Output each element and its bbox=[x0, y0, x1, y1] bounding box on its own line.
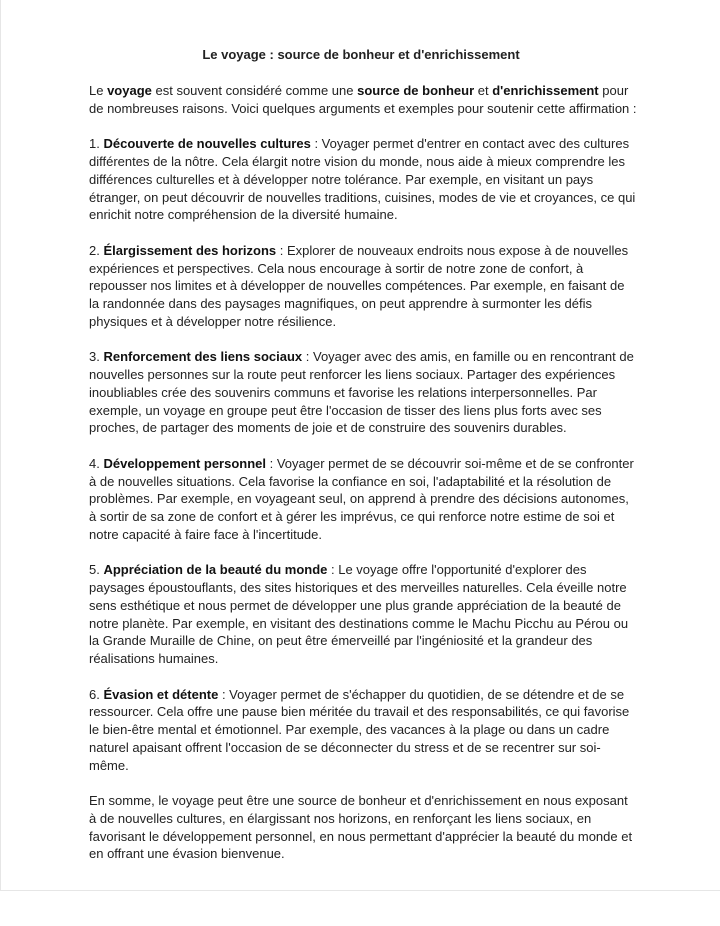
text: : Voyager permet de s'échapper du quotidien, de se détendre et de se ressourcer. Cela offre une pause bien méritée du travail et des responsabilités, ce qui favorise le bien-être mental et émotionnel. Par exemple, des vacances à la plage ou dans un cadre naturel apaisant offrent l'occasion de se déconnecter du stress et de se recentrer sur soi-même. bbox=[89, 686, 630, 773]
text: 6. bbox=[89, 686, 104, 702]
bold-text: source de bonheur bbox=[357, 83, 475, 98]
bold-text: d'enrichissement bbox=[492, 83, 599, 98]
text: 1. bbox=[89, 136, 104, 152]
text: : Voyager avec des amis, en famille ou en rencontrant de nouvelles personnes sur la route peut renforcer les liens sociaux. Partager des expériences inoubliables crée des souvenirs communs et favorise les relations interpersonnelles. Par exemple, un voyage en groupe peut être l'occasion de tisser des liens plus forts avec ses proches, de partager des moments de joie et de construire des souvenirs durables. bbox=[89, 349, 634, 436]
text: : Explorer de nouveaux endroits nous expose à de nouvelles expériences et perspectives. Cela nous encourage à sortir de notre zone de confort, à repousser nos limites et à développer de nouvelles compétences. Par exemple, en faisant de la randonnée dans des paysages magnifiques, on peut apprendre à surmonter les défis physiques et à développer notre résilience. bbox=[89, 242, 629, 329]
conclusion-paragraph bbox=[89, 792, 637, 863]
text: pour de nombreuses raisons. Voici quelques arguments et exemples pour soutenir cette affirmation : bbox=[89, 83, 637, 116]
text: En somme, le voyage peut être une source de bonheur et d'enrichissement en nous exposant à de nouvelles cultures, en élargissant nos horizons, en renforçant les liens sociaux, en favorisant le développement personnel, en nous permettant d'apprécier la beauté du monde et en offrant une évasion bienvenue. bbox=[89, 793, 633, 862]
intro-paragraph bbox=[89, 82, 637, 118]
bold-text: Évasion et détente bbox=[103, 686, 219, 702]
text: 5. bbox=[89, 562, 104, 578]
text: : Voyager permet de se découvrir soi-même et de se confronter à de nouvelles situations. Cela favorise la confiance en soi, l'adaptabilité et la résolution de problèmes. Par exemple, en voyageant seul, on apprend à prendre des décisions autonomes, à sortir de sa zone de confort et à gérer les imprévus, ce qui renforce notre estime de soi et notre capacité à faire face à l'incertitude. bbox=[89, 455, 634, 542]
text: 4. bbox=[89, 455, 104, 471]
bold-text: Renforcement des liens sociaux bbox=[103, 349, 303, 365]
document-body bbox=[89, 82, 637, 881]
section-5 bbox=[89, 561, 637, 668]
section-1 bbox=[89, 135, 637, 224]
text: : Voyager permet d'entrer en contact avec des cultures différentes de la nôtre. Cela élargit notre vision du monde, nous aide à mieux comprendre les différences culturelles et à développer notre tolérance. Par exemple, en visitant un pays étranger, on peut découvrir de nouvelles traditions, cuisines, modes de vie et croyances, ce qui enrichit notre compréhension de la diversité humaine. bbox=[89, 136, 636, 223]
bold-text: Découverte de nouvelles cultures bbox=[103, 136, 311, 152]
bold-text: voyage bbox=[107, 83, 152, 98]
section-6 bbox=[89, 686, 637, 775]
bold-text: Élargissement des horizons bbox=[103, 242, 277, 258]
section-4 bbox=[89, 455, 637, 544]
bold-text: Développement personnel bbox=[103, 455, 267, 471]
document-title: Le voyage : source de bonheur et d'enrichissement bbox=[202, 47, 520, 62]
section-3 bbox=[89, 348, 637, 437]
bold-text: Appréciation de la beauté du monde bbox=[103, 562, 328, 578]
text: 3. bbox=[89, 349, 104, 365]
section-2 bbox=[89, 242, 637, 331]
text: et bbox=[474, 83, 493, 98]
text: 2. bbox=[89, 242, 104, 258]
text: Le bbox=[89, 83, 108, 98]
text: : Le voyage offre l'opportunité d'explorer des paysages époustouflants, des sites historiques et des merveilles naturelles. Cela éveille notre sens esthétique et nous permet de développer une plus grande appréciation de la beauté de notre planète. Par exemple, en visitant des destinations comme le Machu Picchu au Pérou ou la Grande Muraille de Chine, on peut être émerveillé par l'ingéniosité et la grandeur des réalisations humaines. bbox=[89, 562, 629, 666]
text: est souvent considéré comme une bbox=[151, 83, 358, 98]
